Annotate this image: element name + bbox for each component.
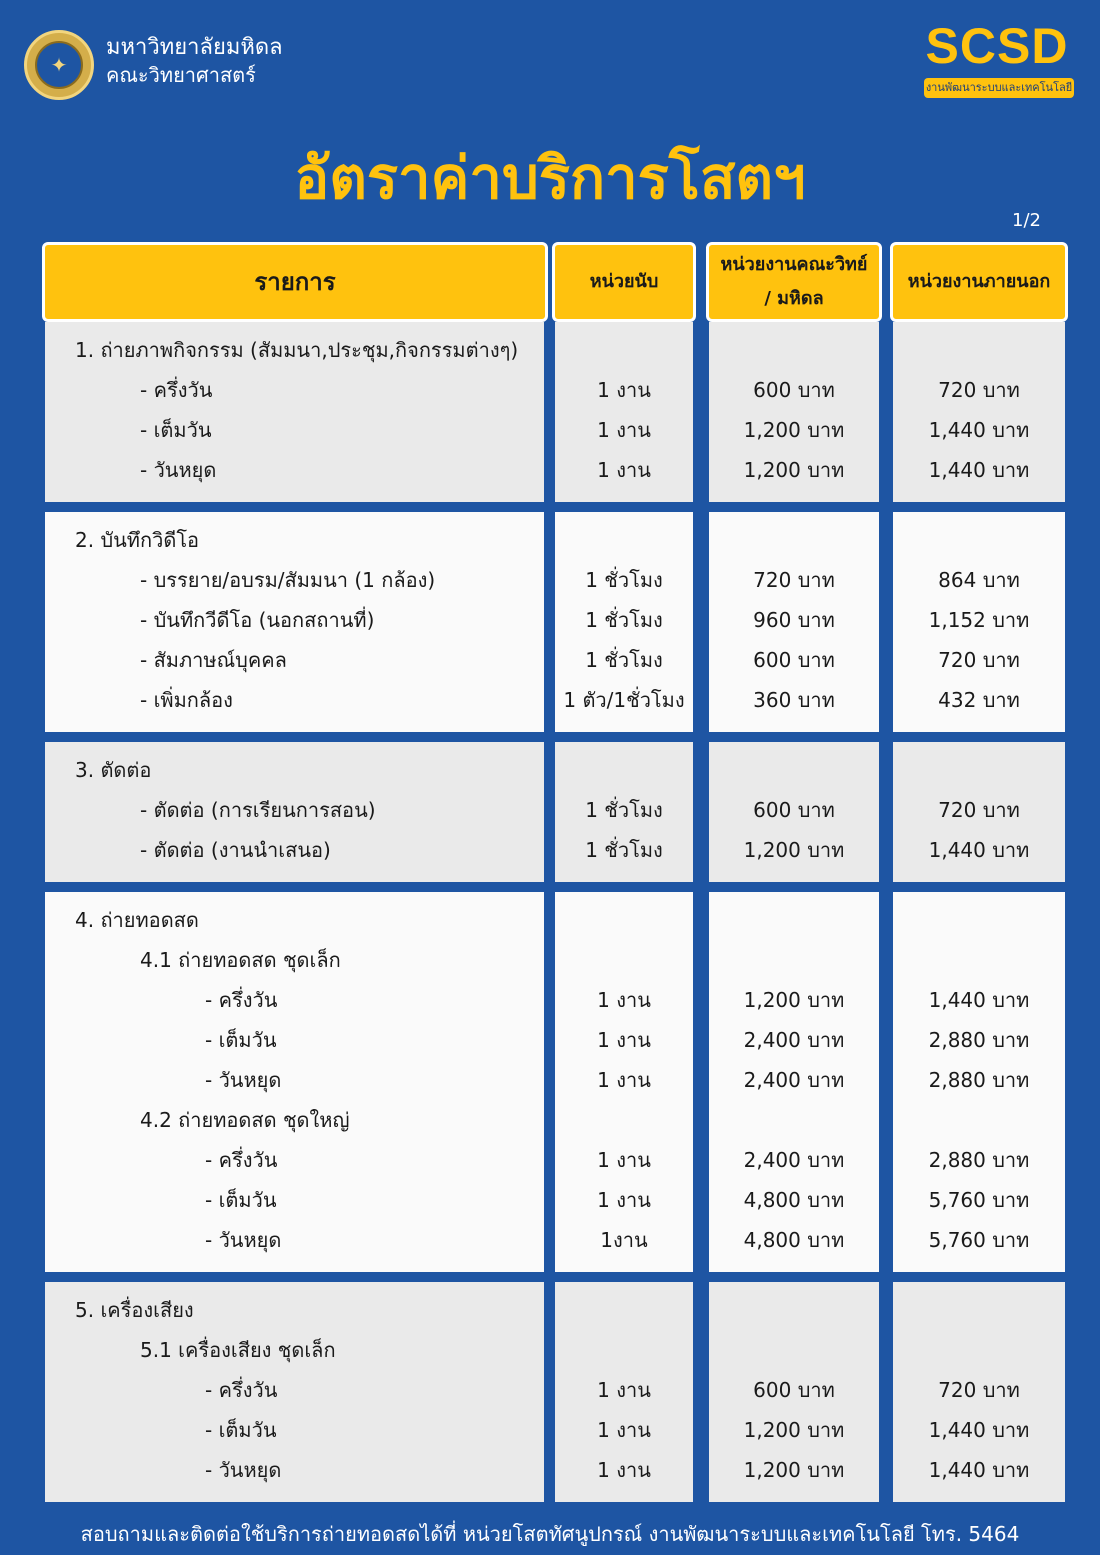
column-header-internal-rate: หน่วยงานคณะวิทย์ / มหิดล [706, 242, 882, 322]
row-category: 1. ถ่ายภาพกิจกรรม (สัมมนา,ประชุม,กิจกรรมต่างๆ) [75, 338, 519, 362]
row-item: - เพิ่มกล้อง [140, 688, 233, 712]
row-category: 4. ถ่ายทอดสด [75, 908, 199, 932]
row-internal-rate: 600 บาท [753, 1378, 835, 1402]
row-external-rate: 1,440 บาท [928, 1418, 1030, 1442]
row-internal-rate: 2,400 บาท [743, 1148, 845, 1172]
row-internal-rate: 1,200 บาท [743, 838, 845, 862]
row-unit: 1 งาน [597, 1148, 651, 1172]
row-external-rate: 720 บาท [938, 798, 1020, 822]
row-internal-rate: 600 บาท [753, 378, 835, 402]
row-internal-rate: 600 บาท [753, 648, 835, 672]
row-item: - เต็มวัน [205, 1028, 277, 1052]
row-unit: 1 ชั่วโมง [585, 568, 663, 592]
row-item: - ตัดต่อ (งานนำเสนอ) [140, 838, 331, 862]
row-unit: 1 งาน [597, 988, 651, 1012]
row-external-rate: 5,760 บาท [928, 1228, 1030, 1252]
row-item: - บันทึกวีดีโอ (นอกสถานที่) [140, 608, 375, 632]
table-row [0, 1330, 1100, 1370]
table-row [0, 980, 1100, 1020]
table-row [0, 1020, 1100, 1060]
row-internal-rate: 1,200 บาท [743, 418, 845, 442]
row-external-rate: 1,440 บาท [928, 1458, 1030, 1482]
row-internal-rate: 960 บาท [753, 608, 835, 632]
row-external-rate: 720 บาท [938, 648, 1020, 672]
row-internal-rate: 720 บาท [753, 568, 835, 592]
row-item: 4.2 ถ่ายทอดสด ชุดใหญ่ [140, 1108, 350, 1132]
row-item: - เต็มวัน [205, 1188, 277, 1212]
table-row [0, 1290, 1100, 1330]
column-header-unit: หน่วยนับ [552, 242, 696, 322]
table-row [0, 1220, 1100, 1260]
row-item: - วันหยุด [205, 1068, 282, 1092]
row-external-rate: 1,440 บาท [928, 458, 1030, 482]
row-unit: 1 ชั่วโมง [585, 838, 663, 862]
row-category: 2. บันทึกวิดีโอ [75, 528, 200, 552]
row-internal-rate: 1,200 บาท [743, 458, 845, 482]
row-item: - เต็มวัน [205, 1418, 277, 1442]
row-category: 5. เครื่องเสียง [75, 1298, 194, 1322]
row-external-rate: 1,440 บาท [928, 418, 1030, 442]
row-internal-rate: 2,400 บาท [743, 1028, 845, 1052]
row-external-rate: 1,440 บาท [928, 838, 1030, 862]
row-unit: 1 ชั่วโมง [585, 798, 663, 822]
row-unit: 1งาน [600, 1228, 648, 1252]
row-item: - วันหยุด [205, 1228, 282, 1252]
row-item: - บรรยาย/อบรม/สัมมนา (1 กล้อง) [140, 568, 436, 592]
table-row [0, 750, 1100, 790]
row-internal-rate: 360 บาท [753, 688, 835, 712]
table-row [0, 600, 1100, 640]
row-item: - ครึ่งวัน [205, 988, 278, 1012]
row-unit: 1 งาน [597, 1028, 651, 1052]
row-external-rate: 432 บาท [938, 688, 1020, 712]
table-row [0, 520, 1100, 560]
row-unit: 1 งาน [597, 1458, 651, 1482]
row-internal-rate: 4,800 บาท [743, 1228, 845, 1252]
row-unit: 1 งาน [597, 1188, 651, 1212]
table-row [0, 1180, 1100, 1220]
table-row [0, 1140, 1100, 1180]
row-item: 5.1 เครื่องเสียง ชุดเล็ก [140, 1338, 336, 1362]
table-row [0, 410, 1100, 450]
column-header-item: รายการ [42, 242, 548, 322]
row-unit: 1 งาน [597, 378, 651, 402]
contact-footer: สอบถามและติดต่อใช้บริการถ่ายทอดสดได้ที่ หน่วยโสตทัศนูปกรณ์ งานพัฒนาระบบและเทคโนโลยี โทร. 5464 [80, 1522, 1020, 1546]
row-item: - ครึ่งวัน [205, 1148, 278, 1172]
row-item: - วันหยุด [140, 458, 217, 482]
table-row [0, 330, 1100, 370]
table-row [0, 1100, 1100, 1140]
university-seal-icon: ✦ [24, 30, 94, 100]
row-item: 4.1 ถ่ายทอดสด ชุดเล็ก [140, 948, 341, 972]
row-unit: 1 งาน [597, 1068, 651, 1092]
table-row [0, 450, 1100, 490]
row-external-rate: 720 บาท [938, 378, 1020, 402]
row-external-rate: 1,440 บาท [928, 988, 1030, 1012]
table-row [0, 640, 1100, 680]
table-row [0, 370, 1100, 410]
row-internal-rate: 1,200 บาท [743, 1418, 845, 1442]
row-external-rate: 2,880 บาท [928, 1148, 1030, 1172]
table-row [0, 560, 1100, 600]
row-internal-rate: 1,200 บาท [743, 1458, 845, 1482]
row-unit: 1 ตัว/1ชั่วโมง [563, 688, 685, 712]
brand-tagline: งานพัฒนาระบบและเทคโนโลยี [924, 78, 1074, 98]
row-unit: 1 งาน [597, 418, 651, 442]
row-category: 3. ตัดต่อ [75, 758, 152, 782]
row-item: - ตัดต่อ (การเรียนการสอน) [140, 798, 376, 822]
row-unit: 1 งาน [597, 1378, 651, 1402]
row-internal-rate: 2,400 บาท [743, 1068, 845, 1092]
row-internal-rate: 1,200 บาท [743, 988, 845, 1012]
row-item: - ครึ่งวัน [205, 1378, 278, 1402]
row-unit: 1 ชั่วโมง [585, 648, 663, 672]
table-row [0, 830, 1100, 870]
table-row [0, 1370, 1100, 1410]
faculty-name: คณะวิทยาศาสตร์ [106, 63, 256, 87]
row-item: - สัมภาษณ์บุคคล [140, 648, 287, 672]
row-item: - ครึ่งวัน [140, 378, 213, 402]
page-title: อัตราค่าบริการโสตฯ [294, 144, 806, 212]
row-external-rate: 720 บาท [938, 1378, 1020, 1402]
table-row [0, 900, 1100, 940]
table-row [0, 940, 1100, 980]
table-row [0, 1450, 1100, 1490]
row-internal-rate: 4,800 บาท [743, 1188, 845, 1212]
table-row [0, 680, 1100, 720]
row-item: - วันหยุด [205, 1458, 282, 1482]
row-external-rate: 1,152 บาท [928, 608, 1030, 632]
row-unit: 1 งาน [597, 458, 651, 482]
table-row [0, 790, 1100, 830]
brand-logo: SCSD [925, 18, 1069, 74]
table-row [0, 1060, 1100, 1100]
table-row [0, 1410, 1100, 1450]
row-unit: 1 งาน [597, 1418, 651, 1442]
row-external-rate: 2,880 บาท [928, 1028, 1030, 1052]
row-unit: 1 ชั่วโมง [585, 608, 663, 632]
university-name: มหาวิทยาลัยมหิดล [106, 35, 283, 60]
row-item: - เต็มวัน [140, 418, 212, 442]
row-external-rate: 5,760 บาท [928, 1188, 1030, 1212]
row-external-rate: 2,880 บาท [928, 1068, 1030, 1092]
row-external-rate: 864 บาท [938, 568, 1020, 592]
row-internal-rate: 600 บาท [753, 798, 835, 822]
column-header-external-rate: หน่วยงานภายนอก [890, 242, 1068, 322]
page-number: 1/2 [1012, 210, 1041, 231]
